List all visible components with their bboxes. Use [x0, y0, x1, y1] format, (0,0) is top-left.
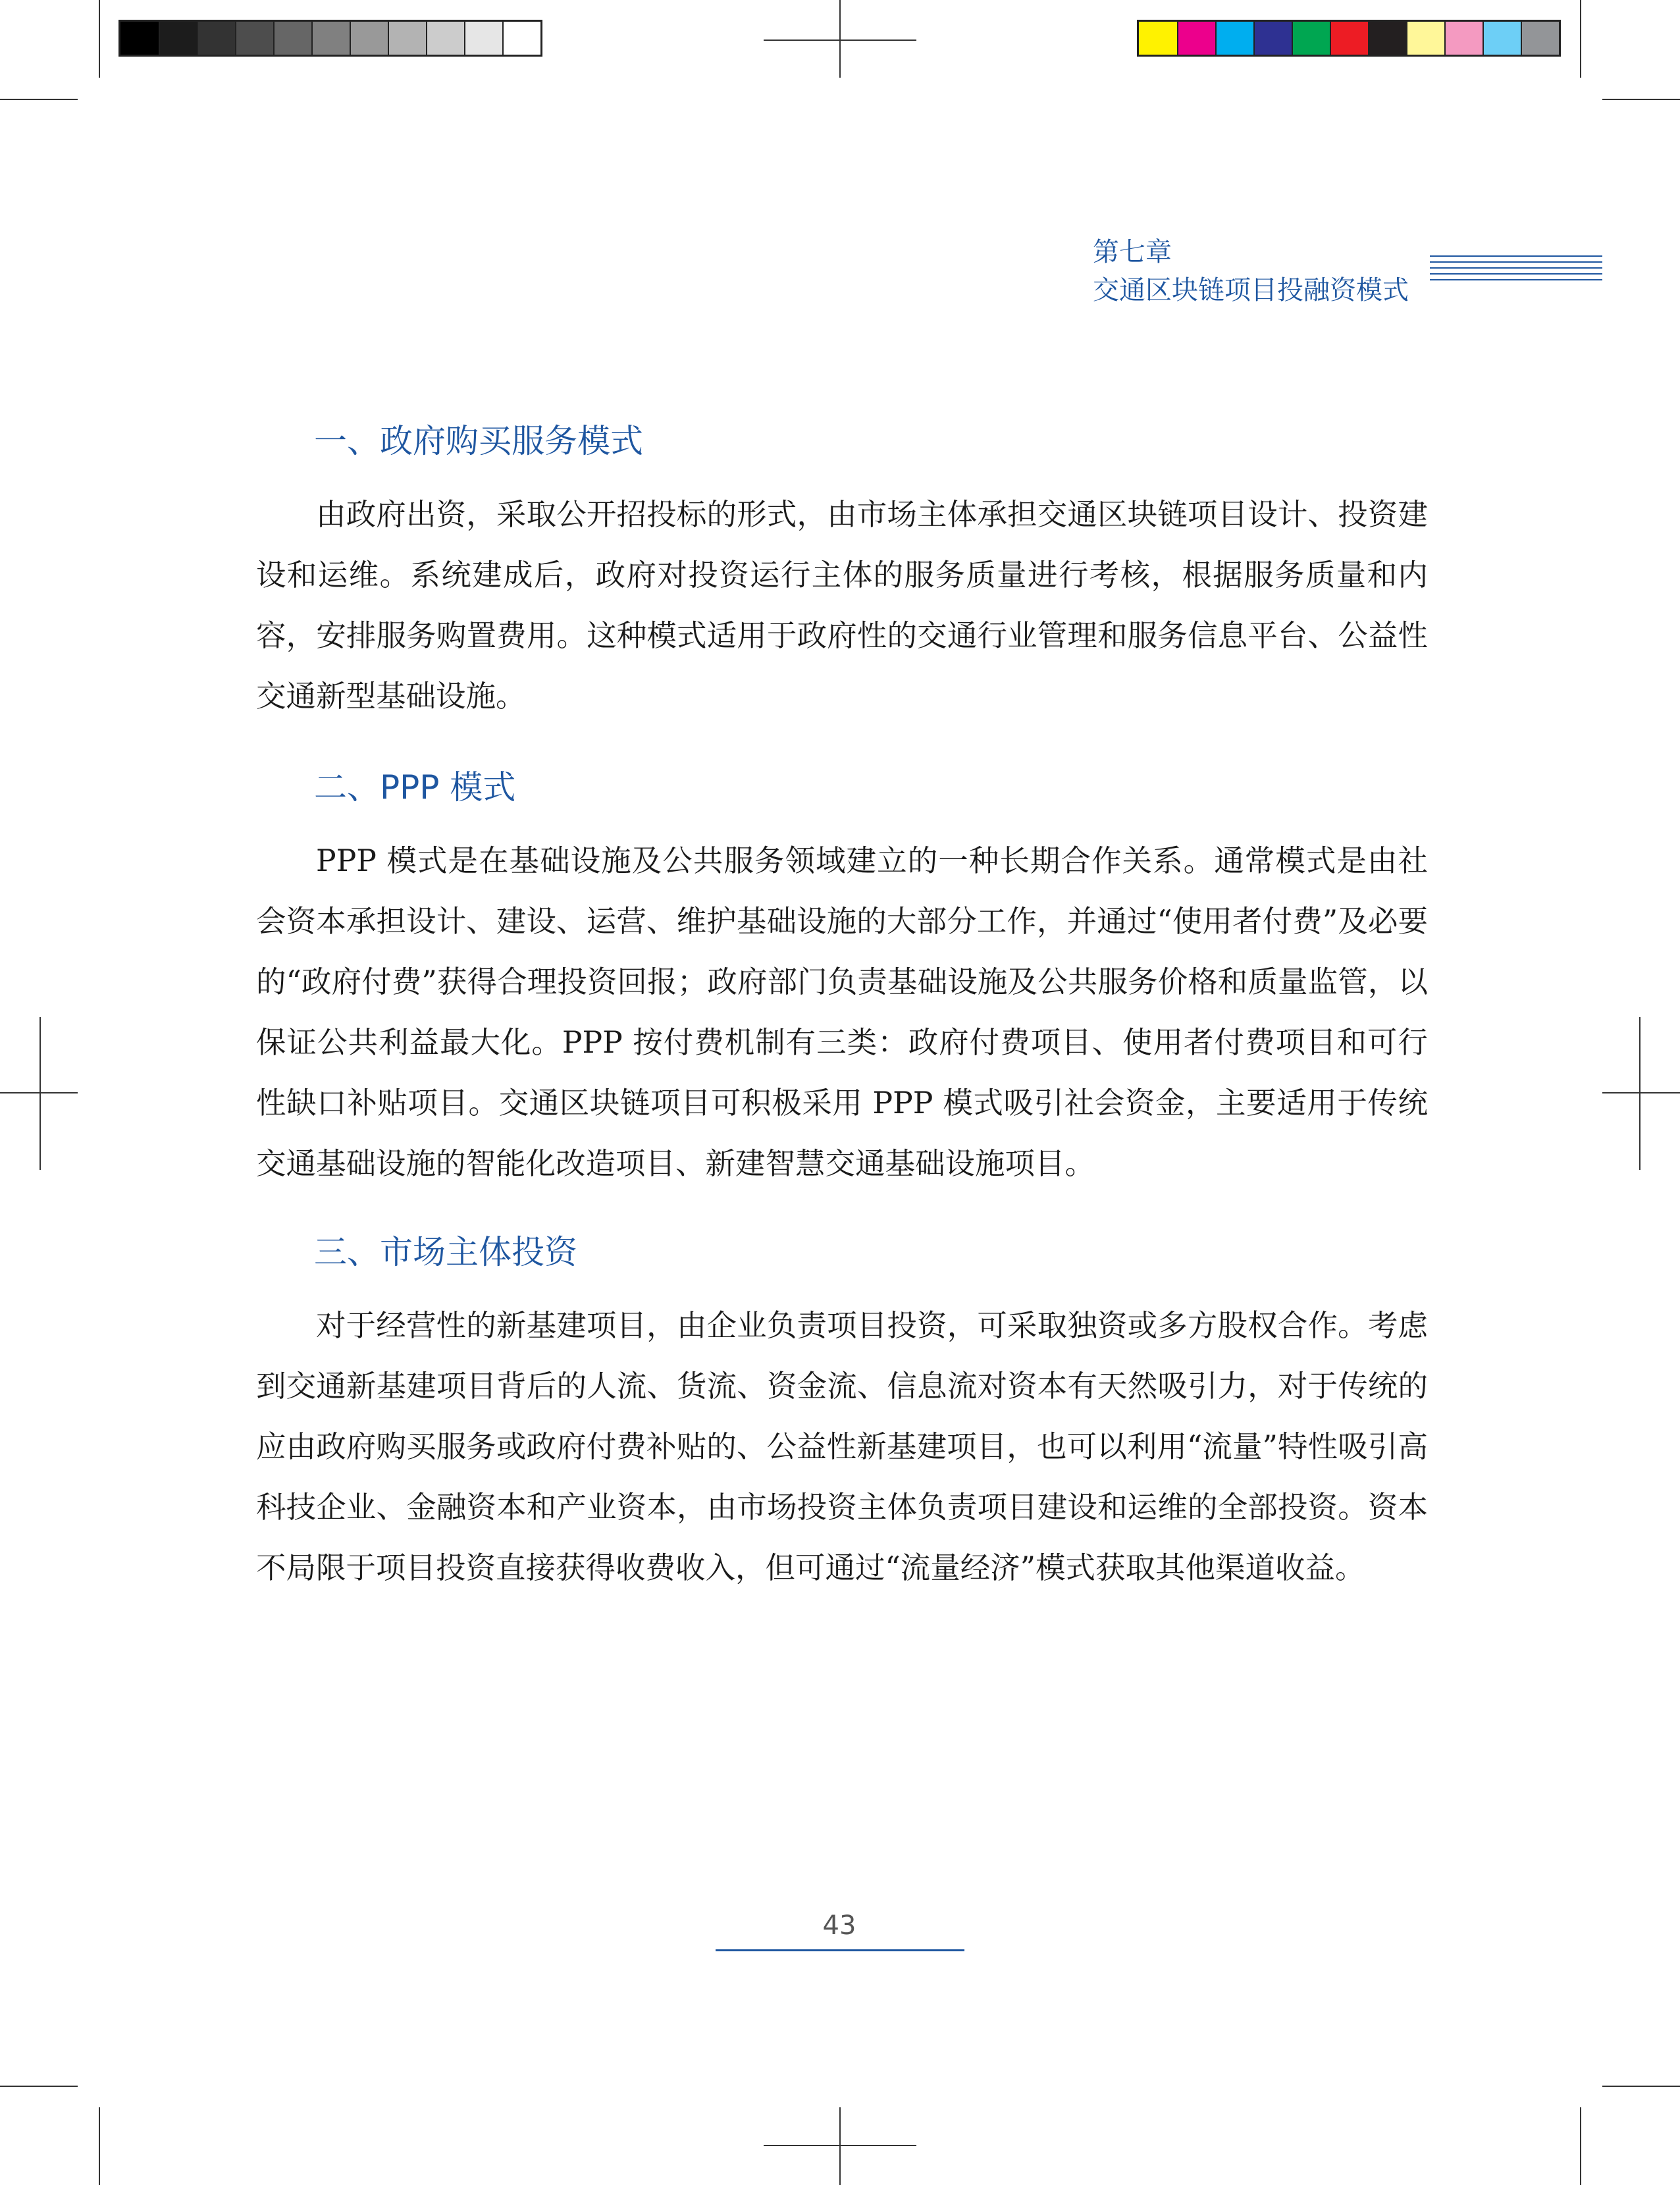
- section-heading: 三、市场主体投资: [314, 1233, 577, 1271]
- rule-line: [1430, 261, 1602, 263]
- color-swatch: [1215, 22, 1253, 55]
- crop-mark-line: [839, 0, 841, 78]
- color-swatch: [1292, 22, 1330, 55]
- color-swatch: [1330, 22, 1368, 55]
- color-swatch: [1444, 22, 1483, 55]
- section-heading: 一、政府购买服务模式: [314, 422, 643, 460]
- gray-swatch: [388, 22, 426, 55]
- grayscale-control-strip: [118, 20, 542, 57]
- gray-swatch: [502, 22, 540, 55]
- color-swatch: [1521, 22, 1559, 55]
- crop-mark-line: [839, 2107, 841, 2185]
- gray-swatch: [426, 22, 464, 55]
- crop-mark-line: [764, 39, 916, 41]
- gray-swatch: [464, 22, 502, 55]
- crop-mark-line: [39, 1017, 41, 1170]
- gray-swatch: [159, 22, 197, 55]
- rule-line: [1430, 267, 1602, 269]
- color-control-strip: [1137, 20, 1561, 57]
- crop-mark-line: [1639, 1017, 1641, 1170]
- color-swatch: [1406, 22, 1444, 55]
- section-paragraph: 对于经营性的新基建项目，由企业负责项目投资，可采取独资或多方股权合作。考虑到交通新基建项目背后的人流、货流、资金流、信息流对资本有天然吸引力，对于传统的应由政府购买服务或政府付费补贴的、公益性新基建项目，也可以利用“流量”特性吸引高科技企业、金融资本和产业资本，由市场投资主体负责项目建设和运维的全部投资。资本不局限于项目投资直接获得收费收入，但可通过“流量经济”模式获取其他渠道收益。: [256, 1308, 1428, 1585]
- rule-line: [1430, 255, 1602, 257]
- color-swatch: [1139, 22, 1177, 55]
- crop-mark-line: [99, 2107, 100, 2185]
- crop-mark-line: [1580, 0, 1581, 78]
- running-head-rules: [1430, 255, 1602, 285]
- crop-mark-line: [99, 0, 100, 78]
- crop-mark-line: [1602, 2086, 1680, 2087]
- gray-swatch: [235, 22, 273, 55]
- crop-mark-line: [0, 1092, 78, 1093]
- crop-mark-line: [0, 2086, 78, 2087]
- crop-mark-line: [1602, 1092, 1680, 1093]
- rule-line: [1430, 273, 1602, 275]
- section-heading: 二、PPP 模式: [314, 768, 516, 806]
- crop-mark-line: [1580, 2107, 1581, 2185]
- page-number: 43: [822, 1910, 856, 1941]
- gray-swatch: [197, 22, 235, 55]
- crop-mark-line: [1602, 99, 1680, 100]
- rule-line: [1430, 279, 1602, 280]
- color-swatch: [1177, 22, 1215, 55]
- gray-swatch: [350, 22, 388, 55]
- color-swatch: [1253, 22, 1292, 55]
- chapter-title: 交通区块链项目投融资模式: [1093, 275, 1409, 305]
- color-swatch: [1368, 22, 1406, 55]
- chapter-label: 第七章: [1093, 237, 1172, 267]
- section-paragraph: 由政府出资，采取公开招投标的形式，由市场主体承担交通区块链项目设计、投资建设和运维。系统建成后，政府对投资运行主体的服务质量进行考核，根据服务质量和内容，安排服务购置费用。这种模式适用于政府性的交通行业管理和服务信息平台、公益性交通新型基础设施。: [256, 497, 1428, 714]
- crop-mark-line: [0, 99, 78, 100]
- crop-mark-line: [764, 2145, 916, 2146]
- color-swatch: [1483, 22, 1521, 55]
- section-paragraph: PPP 模式是在基础设施及公共服务领域建立的一种长期合作关系。通常模式是由社会资本承担设计、建设、运营、维护基础设施的大部分工作，并通过“使用者付费”及必要的“政府付费”获得合理投资回报；政府部门负责基础设施及公共服务价格和质量监管，以保证公共利益最大化。PPP 按付费机制有三类：政府付费项目、使用者付费项目和可行性缺口补贴项目。交通区块链项目可积极采用 PPP 模式吸引社会资金，主要适用于传统交通基础设施的智能化改造项目、新建智慧交通基础设施项目。: [256, 843, 1428, 1181]
- page-number-rule: [716, 1949, 964, 1951]
- gray-swatch: [311, 22, 350, 55]
- gray-swatch: [120, 22, 159, 55]
- gray-swatch: [273, 22, 311, 55]
- running-head: [1093, 233, 1409, 309]
